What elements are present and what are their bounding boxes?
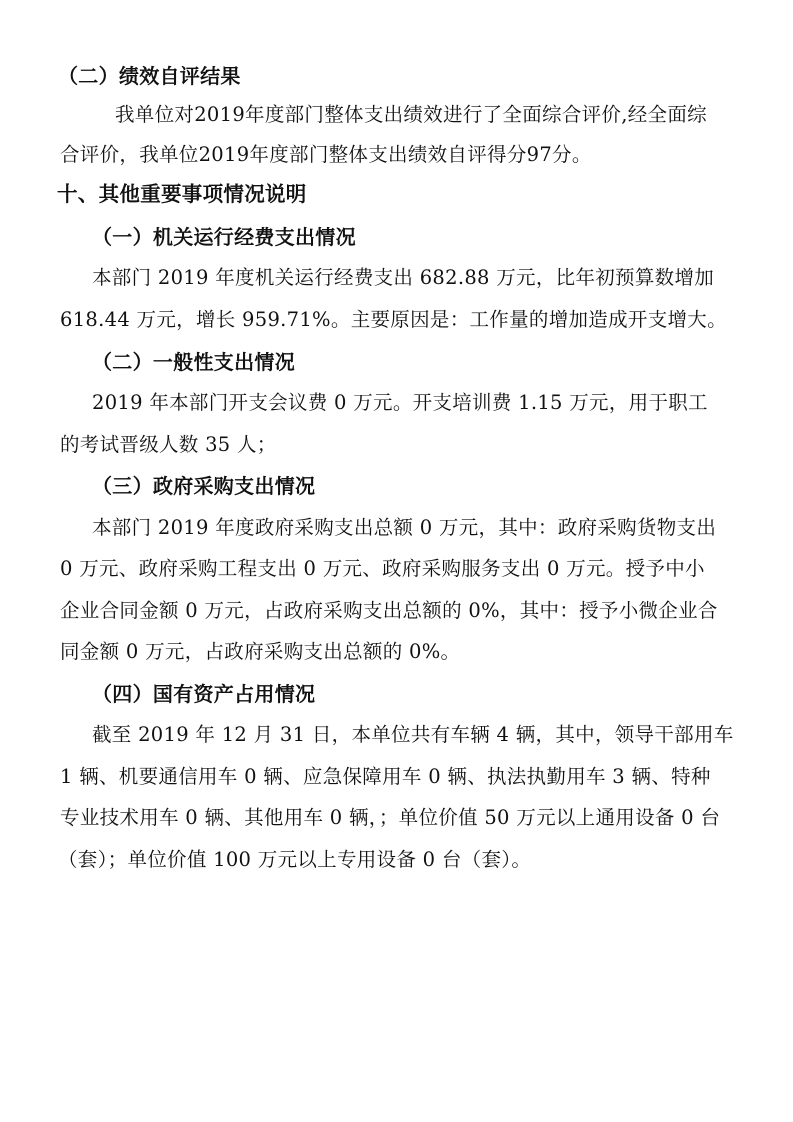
paragraph-line: 专业技术用车 0 辆、其他用车 0 辆，；单位价值 50 万元以上通用设备 0 台	[60, 806, 721, 829]
subsection-heading-operating-expenses: （一）机关运行经费支出情况	[92, 225, 356, 249]
subsection-heading-government-procurement: （三）政府采购支出情况	[92, 474, 316, 498]
subsection-heading-state-assets: （四）国有资产占用情况	[92, 682, 316, 706]
paragraph-line: 截至 2019 年 12 月 31 日，本单位共有车辆 4 辆，其中，领导干部用车	[92, 723, 734, 746]
paragraph-line: 企业合同金额 0 万元，占政府采购支出总额的 0%，其中：授予小微企业合	[60, 599, 718, 622]
paragraph-line: 合评价，我单位2019年度部门整体支出绩效自评得分97分。	[60, 143, 592, 166]
paragraph-line: 0 万元、政府采购工程支出 0 万元、政府采购服务支出 0 万元。授予中小	[60, 557, 705, 580]
paragraph-line: 618.44 万元，增长 959.71%。主要原因是：工作量的增加造成开支增大。	[60, 308, 727, 331]
paragraph-line: 本部门 2019 年度机关运行经费支出 682.88 万元，比年初预算数增加	[92, 266, 715, 289]
paragraph-line: 同金额 0 万元，占政府采购支出总额的 0%。	[60, 640, 461, 663]
section-heading-other-important-matters: 十、其他重要事项情况说明	[57, 182, 307, 206]
paragraph-line: （套）；单位价值 100 万元以上专用设备 0 台（套）。	[58, 848, 532, 871]
paragraph-line: 2019 年本部门开支会议费 0 万元。开支培训费 1.15 万元，用于职工	[92, 391, 708, 414]
paragraph-line: 1 辆、机要通信用车 0 辆、应急保障用车 0 辆、执法执勤用车 3 辆、特种	[60, 765, 711, 788]
paragraph-line: 本部门 2019 年度政府采购支出总额 0 万元，其中：政府采购货物支出	[92, 516, 717, 539]
section-heading-performance-self-evaluation: （二）绩效自评结果	[58, 64, 241, 88]
paragraph-line: 的考试晋级人数 35 人；	[60, 433, 277, 456]
paragraph-line: 我单位对2019年度部门整体支出绩效进行了全面综合评价,经全面综	[115, 103, 707, 126]
subsection-heading-general-expenditure: （二）一般性支出情况	[92, 350, 295, 374]
